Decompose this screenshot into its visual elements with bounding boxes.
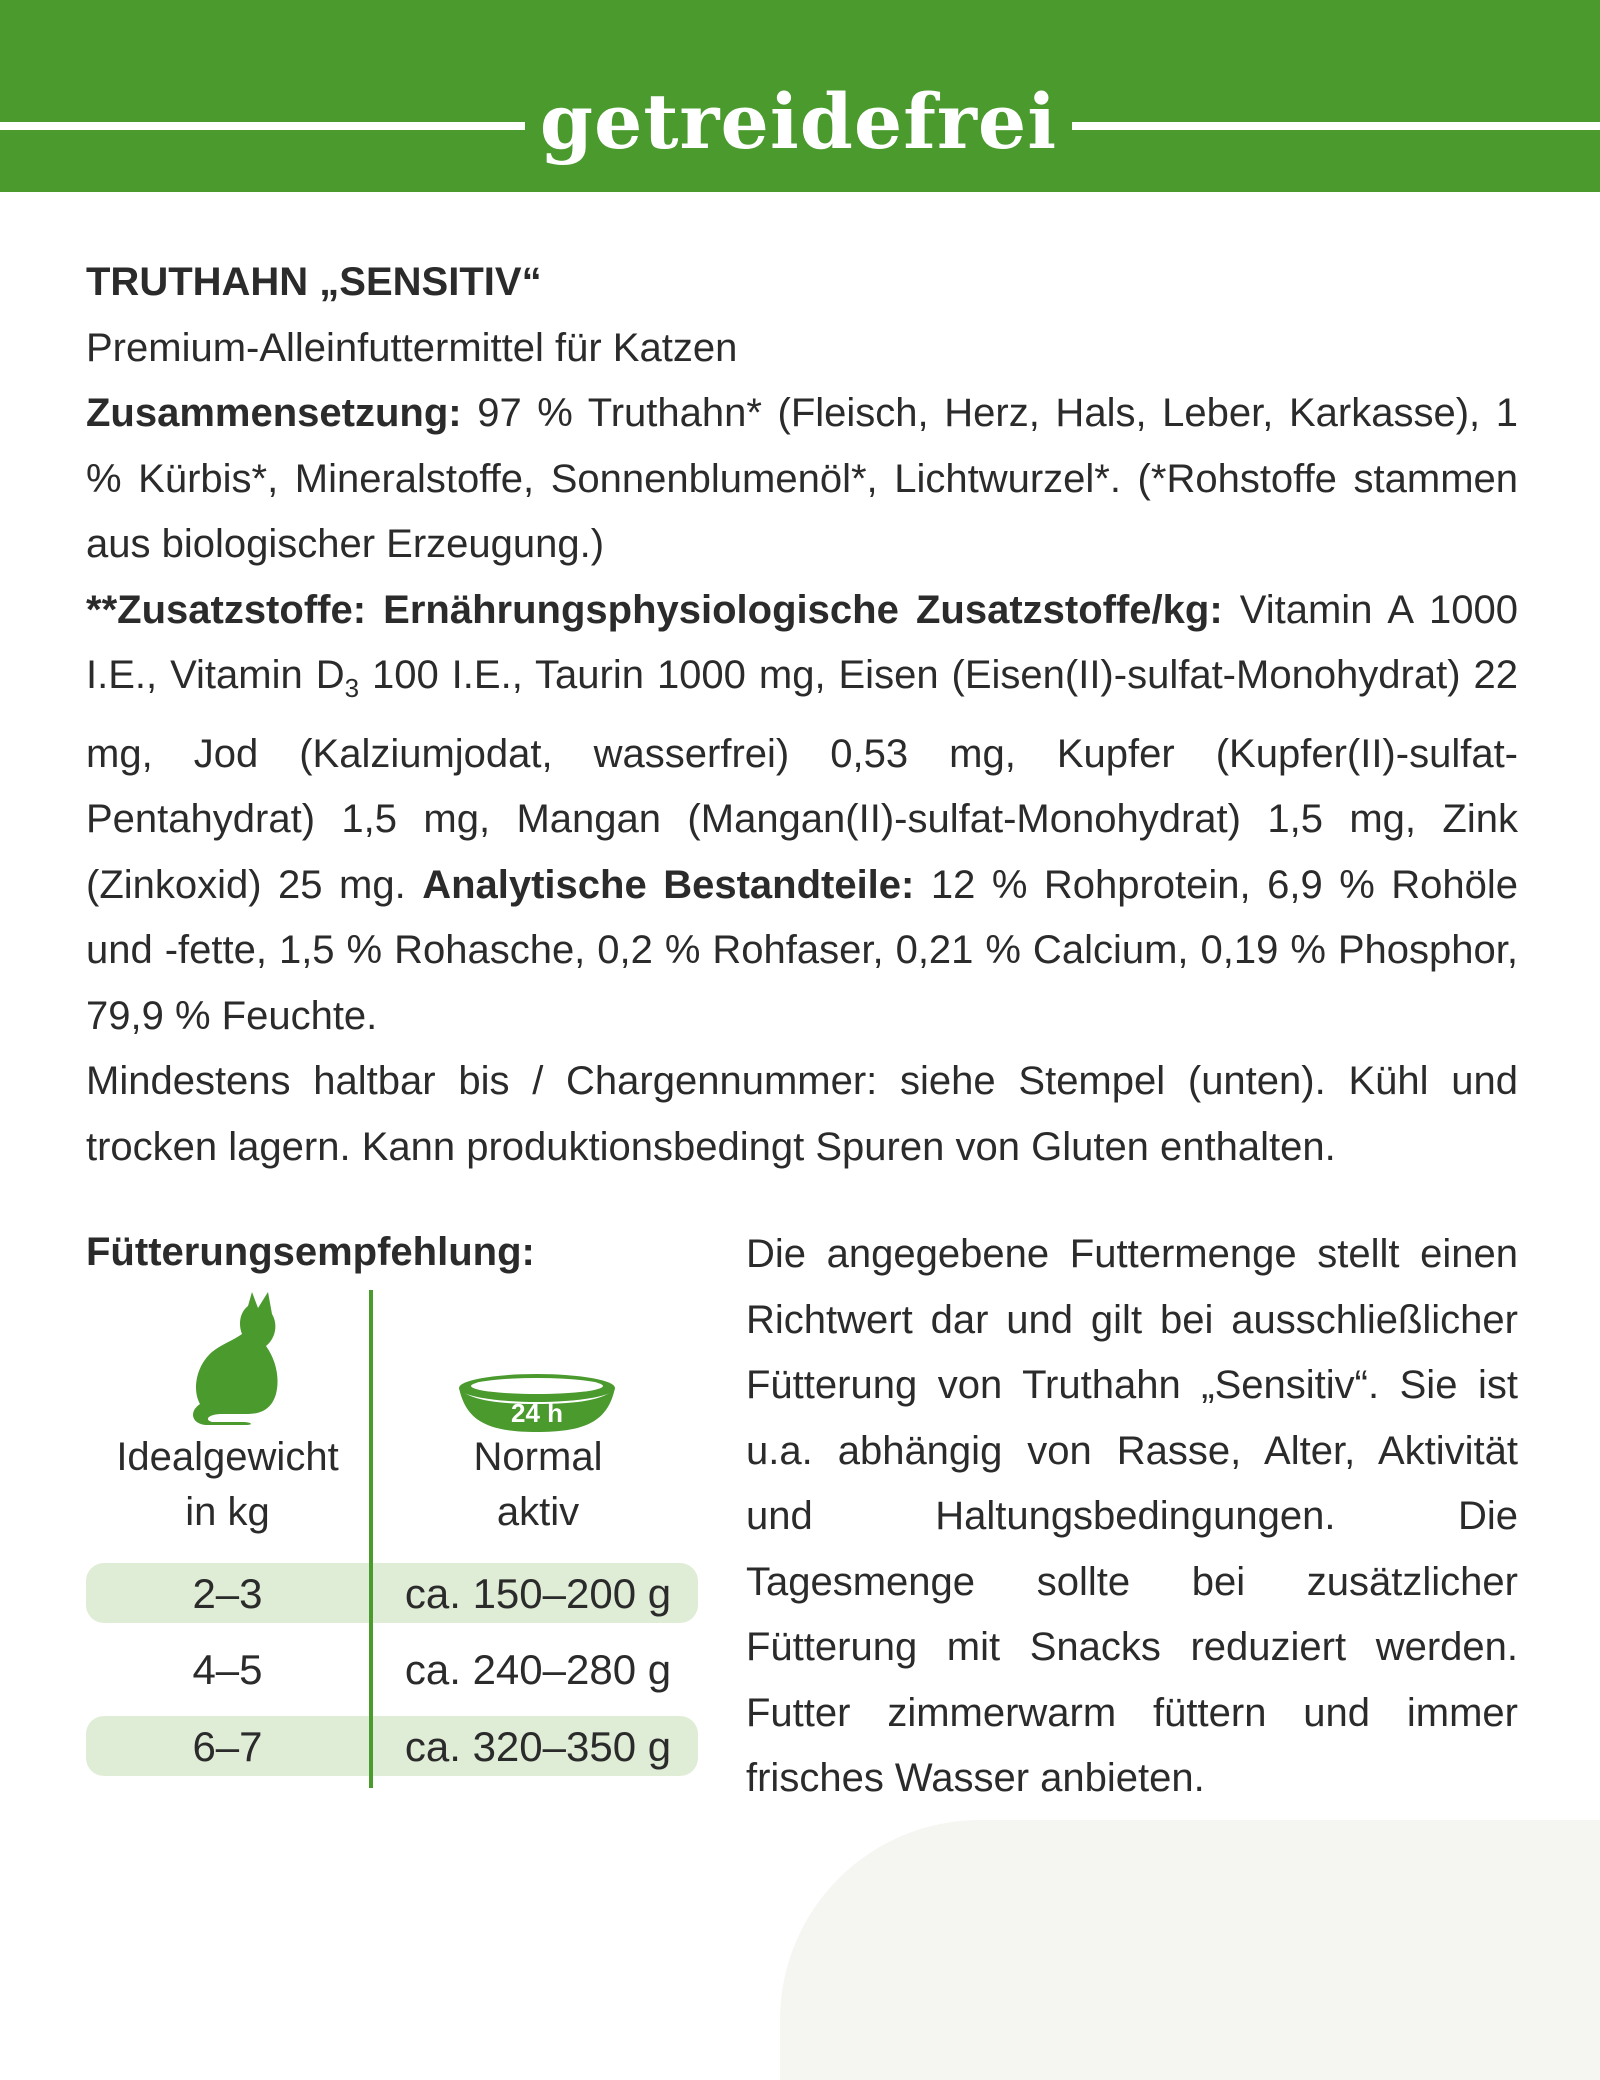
additives-text-2: 100 I.E., Taurin 1000 mg, Eisen (Eisen(II)-sulfat-Monohydrat) 22 mg, Jod (Kalziumjodat, wasserfrei) 0,53 mg, Kupfer (Kupfer(II)-sulfat-Pentahydrat) 1,5 mg, Mangan (Mangan(II)-sulfat-Monohydrat) 1,5 mg, Zink (Zinkoxid) 25 mg. [86,653,1518,907]
composition [86,381,1518,578]
storage-text: Mindestens haltbar bis / Chargennummer: siehe Stempel (unten). Kühl und trocken lagern. Kann produktionsbedingt Spuren von Gluten enthalten. [86,1059,1518,1169]
product-name: TRUTHAHN „SENSITIV“ [86,260,542,304]
additives-label: **Zusatzstoffe: Ernährungsphysiologische Zusatzstoffe/kg: [86,587,1223,632]
bowl-label: 24 h [510,1398,564,1428]
banner-rule-right [1072,122,1600,130]
additives-analysis [86,578,1518,1050]
column-header-weight-line1: Idealgewicht [116,1435,339,1479]
banner-rule-left [0,122,525,130]
feeding-heading: Fütterungsempfehlung: [86,1230,535,1274]
cat-silhouette-icon [182,1290,292,1425]
analysis-text: 12 % Rohprotein, 6,9 % Rohöle und -fette, 1,5 % Rohasche, 0,2 % Rohfaser, 0,21 % Calcium, 0,19 % Phosphor, 79,9 % Feuchte. [86,862,1518,1038]
food-bowl-icon [456,1370,618,1434]
banner-title: getreidefrei [539,77,1058,166]
amount-cell: ca. 150–200 g [404,1570,672,1617]
additives-subscript: 3 [344,673,360,703]
composition-label: Zusammensetzung: [86,391,462,435]
column-header-amount [373,1430,703,1540]
background-shape [780,1820,1600,2080]
additives-text-1: Vitamin A 1000 I.E., Vitamin D [86,587,1518,697]
column-header-amount-line1: Normal [473,1435,603,1479]
analysis-label: Analytische Bestandteile: [422,862,915,907]
feeding-note: Die angegebene Futtermenge stellt einen Richtwert dar und gilt bei ausschließlicher Fütterung von Truthahn „Sensitiv“. Sie ist u.a. abhängig von Rasse, Alter, Aktivität und Haltungsbedingungen. Die Tagesmenge sollte bei zusätzlicher Fütterung mit Snacks reduziert werden. Futter zimmerwarm füttern und immer frisches Wasser anbieten. [746,1232,1518,1800]
table-row [86,1710,698,1778]
weight-cell: 6–7 [192,1723,263,1770]
column-header-weight [86,1430,369,1540]
amount-cell: ca. 320–350 g [404,1723,672,1770]
column-header-amount-line2: aktiv [496,1490,580,1534]
product-type: Premium-Alleinfuttermittel für Katzen [86,325,738,370]
composition-text: 97 % Truthahn* (Fleisch, Herz, Hals, Leber, Karkasse), 1 % Kürbis*, Mineralstoffe, Sonnenblumenöl*, Lichtwurzel*. (*Rohstoffe stammen aus biologischer Erzeugung.) [86,391,1518,566]
header-banner [0,0,1600,192]
weight-cell: 2–3 [192,1570,263,1617]
weight-cell: 4–5 [192,1646,263,1693]
table-row [86,1557,698,1625]
feeding-table [86,1290,706,1790]
label-text [86,250,1518,1180]
column-header-weight-line2: in kg [185,1490,270,1534]
amount-cell: ca. 240–280 g [404,1646,672,1693]
table-row [86,1633,698,1701]
table-divider [369,1290,373,1788]
